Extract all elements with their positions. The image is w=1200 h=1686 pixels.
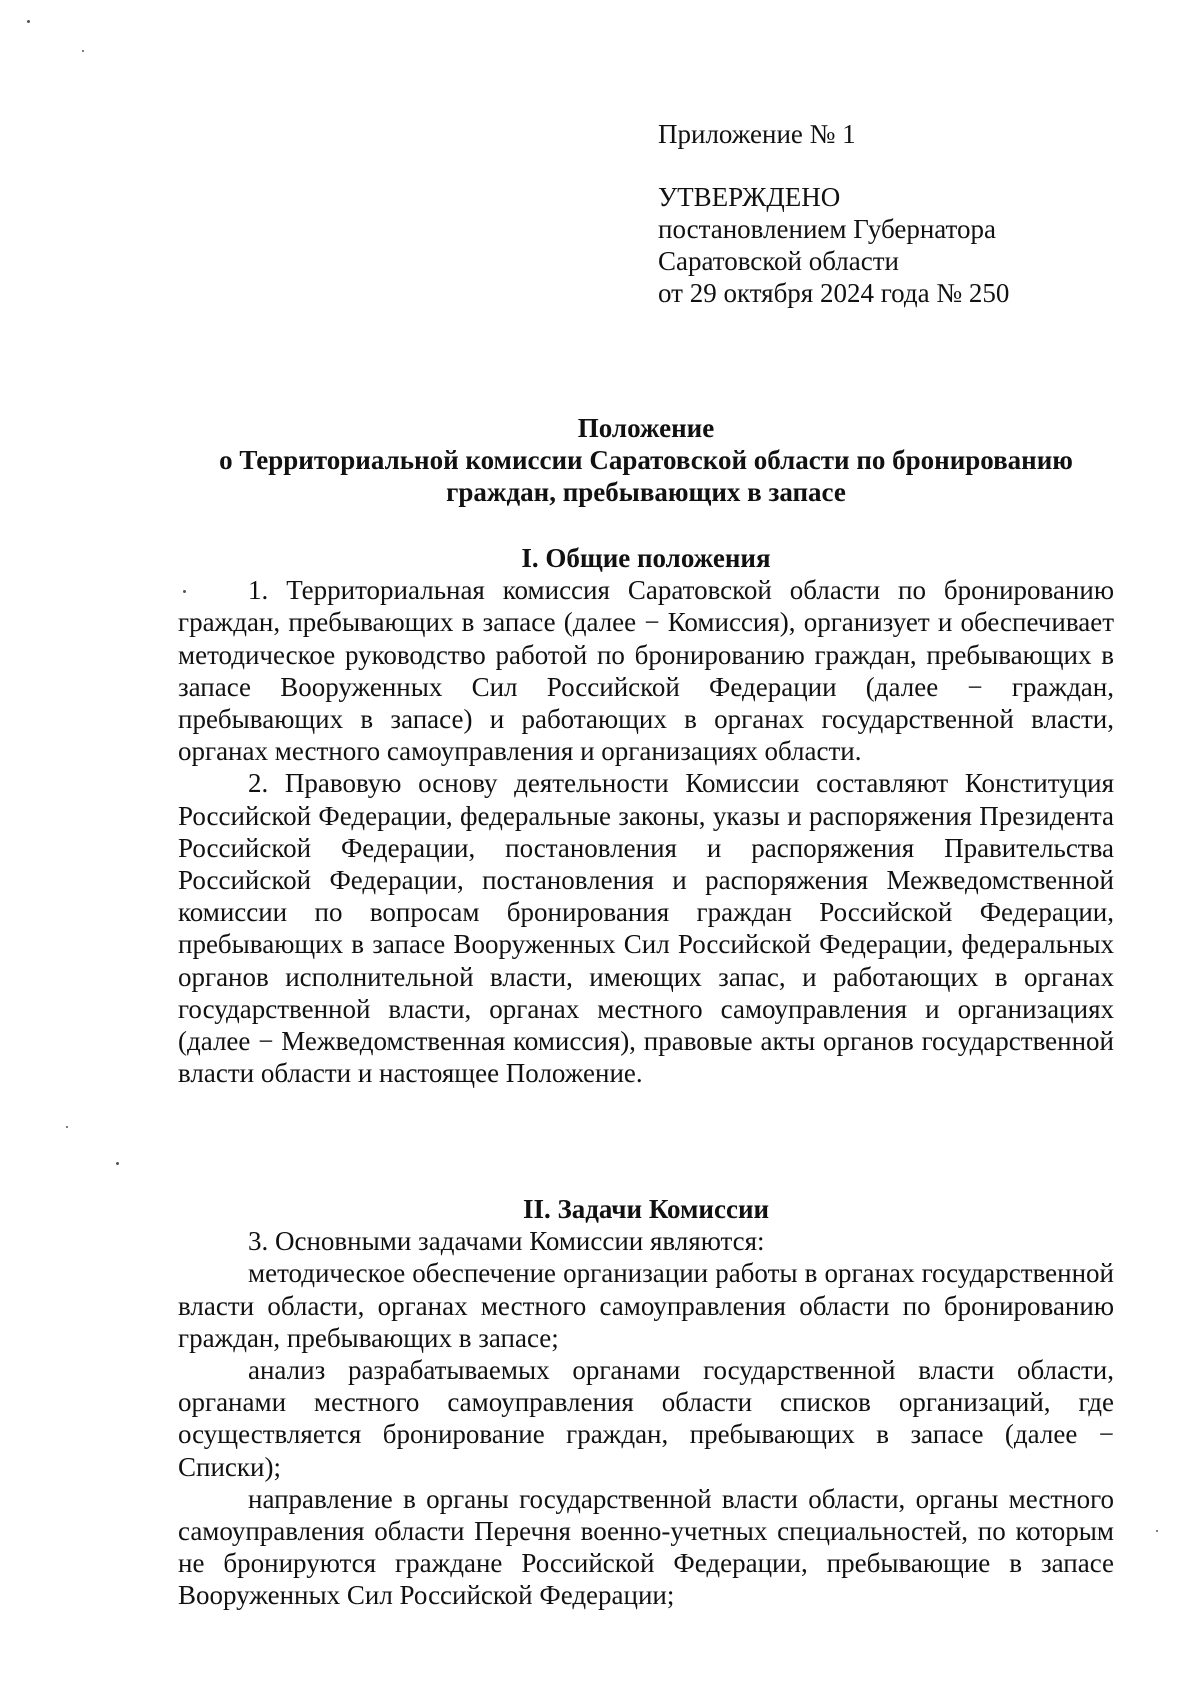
- scan-speck: [183, 590, 186, 593]
- scan-speck: [1156, 1530, 1158, 1532]
- paragraph: анализ разрабатываемых органами государственной власти области, органами местного самоуправления области списков организаций, где осуществляется бронирование граждан, пребывающих в запасе (далее − Списки);: [178, 1355, 1114, 1482]
- title-line-2: о Территориальной комиссии Саратовской области по бронированию: [219, 445, 1073, 475]
- scan-speck: [116, 1162, 119, 1165]
- paragraph: направление в органы государственной власти области, органы местного самоуправления области Перечня военно-учетных специальностей, по которым не бронируются граждане Российской Федерации, пребывающие в запасе Вооруженных Сил Российской Федерации;: [178, 1483, 1114, 1611]
- paragraph: 1. Территориальная комиссия Саратовской области по бронированию граждан, пребывающих в запасе (далее − Комиссия), организует и обеспечивает методическое руководство работой по бронированию граждан, пребывающих в запасе Вооруженных Сил Российской Федерации (далее − граждан, пребывающих в запасе) и работающих в органах государственной власти, органах местного самоуправления и организациях области.: [178, 575, 1114, 767]
- scan-speck: [66, 1126, 68, 1128]
- paragraph: 3. Основными задачами Комиссии являются:: [248, 1226, 765, 1257]
- section-heading: I. Общие положения: [521, 543, 771, 573]
- approved-by-line: постановлением Губернатора: [658, 214, 996, 244]
- appendix-number: Приложение № 1: [658, 119, 856, 149]
- scan-speck: [27, 20, 30, 23]
- section-general-provisions: [178, 542, 1114, 1089]
- scan-speck: [82, 50, 84, 52]
- document-title: [178, 412, 1114, 508]
- approved-date-line: от 29 октября 2024 года № 250: [658, 278, 1010, 308]
- section-commission-tasks: [178, 1193, 1114, 1612]
- title-line-1: Положение: [577, 413, 715, 443]
- approval-stamp-block: [658, 118, 1009, 309]
- title-line-3: граждан, пребывающих в запасе: [446, 477, 846, 507]
- approved-region-line: Саратовской области: [658, 246, 899, 276]
- section-heading: II. Задачи Комиссии: [522, 1194, 770, 1224]
- paragraph: методическое обеспечение организации работы в органах государственной власти области, органах местного самоуправления области по бронированию граждан, пребывающих в запасе;: [178, 1258, 1114, 1353]
- paragraph: 2. Правовую основу деятельности Комиссии составляют Конституция Российской Федерации, федеральные законы, указы и распоряжения Президента Российской Федерации, постановления и распоряжения Правительства Российской Федерации, постановления и распоряжения Межведомственной комиссии по вопросам бронирования граждан Российской Федерации, пребывающих в запасе Вооруженных Сил Российской Федерации, федеральных органов исполнительной власти, имеющих запас, и работающих в органах государственной власти, органах местного самоуправления и организациях (далее − Межведомственная комиссия), правовые акты органов государственной власти области и настоящее Положение.: [178, 768, 1114, 1089]
- approved-label: УТВЕРЖДЕНО: [658, 182, 841, 212]
